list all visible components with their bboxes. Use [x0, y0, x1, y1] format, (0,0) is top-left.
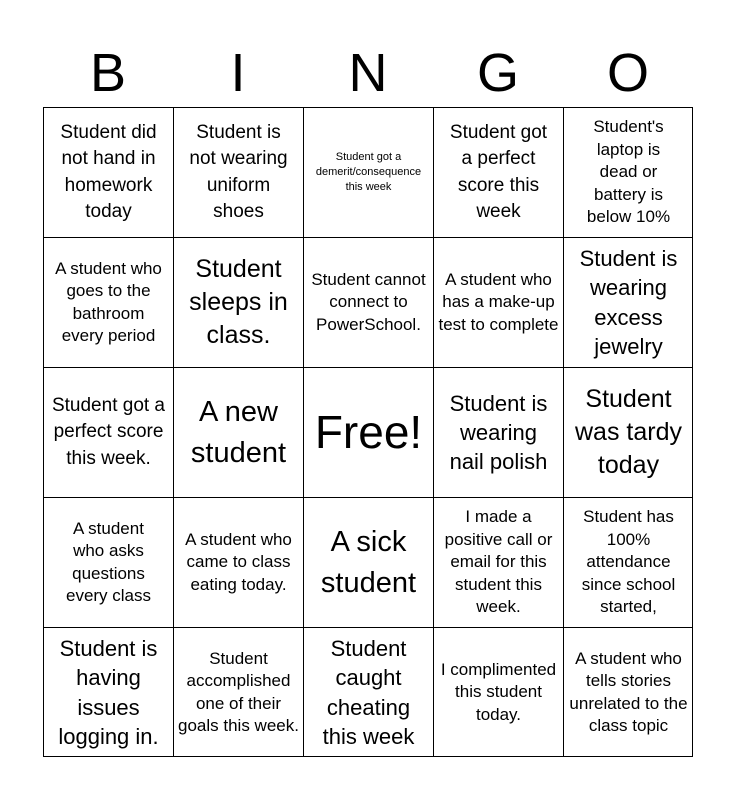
cell-text: Student is wearing excess jewelry — [579, 246, 678, 359]
bingo-cell[interactable] — [173, 627, 303, 757]
cell-text: Student sleeps in class. — [189, 254, 288, 350]
header-letter-o: O — [606, 43, 649, 103]
bingo-cell[interactable] — [303, 237, 433, 367]
bingo-cell[interactable] — [563, 497, 693, 627]
bingo-cell[interactable] — [433, 497, 563, 627]
cell-text: A student who came to class eating today. — [185, 529, 292, 594]
cell-text: A sick student — [320, 526, 417, 599]
bingo-cell[interactable] — [43, 107, 173, 237]
header-letter-b: B — [89, 43, 127, 103]
cell-text: A new student — [190, 396, 287, 469]
cell-text: Student got a perfect score this week — [449, 122, 548, 222]
bingo-cell[interactable] — [563, 627, 693, 757]
bingo-cell[interactable] — [433, 367, 563, 497]
cell-text: Student is not wearing uniform shoes — [189, 122, 288, 222]
bingo-cell[interactable] — [173, 367, 303, 497]
header-letter-g: G — [476, 43, 519, 103]
bingo-cell[interactable] — [303, 107, 433, 237]
bingo-cell[interactable] — [173, 497, 303, 627]
bingo-cell[interactable] — [563, 237, 693, 367]
bingo-cell[interactable] — [433, 107, 563, 237]
cell-text: Student caught cheating this week — [322, 636, 415, 749]
cell-text: Student is having issues logging in. — [58, 636, 159, 749]
cell-text: Student has 100% attendance since school started, — [581, 507, 676, 617]
bingo-cell[interactable] — [43, 237, 173, 367]
cell-text: Student was tardy today — [575, 384, 682, 480]
cell-text: I made a positive call or email for this student this week. — [444, 507, 553, 617]
bingo-cell[interactable] — [563, 367, 693, 497]
cell-text: Student's laptop is dead or battery is below 10% — [586, 117, 671, 227]
bingo-cell[interactable] — [433, 237, 563, 367]
header-letter-i: I — [230, 43, 246, 103]
cell-text: Student got a demerit/consequence this week — [315, 151, 422, 193]
cell-text: Student is wearing nail polish — [449, 390, 548, 475]
bingo-header — [43, 40, 693, 106]
free-space-label: Free! — [314, 406, 423, 459]
cell-text: A student who goes to the bathroom every period — [55, 258, 162, 345]
cell-text: A student who tells stories unrelated to the class topic — [569, 648, 688, 735]
bingo-cell[interactable] — [173, 107, 303, 237]
cell-text: A student who asks questions every class — [65, 518, 152, 605]
cell-text: Student got a perfect score this week. — [51, 395, 166, 469]
cell-text: Student accomplished one of their goals this week. — [178, 648, 299, 735]
cell-text: I complimented this student today. — [440, 659, 557, 724]
bingo-cell[interactable] — [303, 497, 433, 627]
cell-text: Student cannot connect to PowerSchool. — [311, 269, 426, 334]
cell-text: Student did not hand in homework today — [60, 122, 157, 222]
bingo-cell[interactable] — [173, 237, 303, 367]
bingo-cell[interactable] — [303, 627, 433, 757]
bingo-cell[interactable] — [563, 107, 693, 237]
header-letter-n: N — [348, 43, 388, 103]
cell-text: A student who has a make-up test to complete — [438, 269, 559, 334]
bingo-cell[interactable] — [43, 627, 173, 757]
bingo-cell[interactable] — [43, 367, 173, 497]
bingo-free-cell[interactable] — [303, 367, 433, 497]
bingo-board — [43, 107, 693, 757]
bingo-cell[interactable] — [433, 627, 563, 757]
bingo-cell[interactable] — [43, 497, 173, 627]
